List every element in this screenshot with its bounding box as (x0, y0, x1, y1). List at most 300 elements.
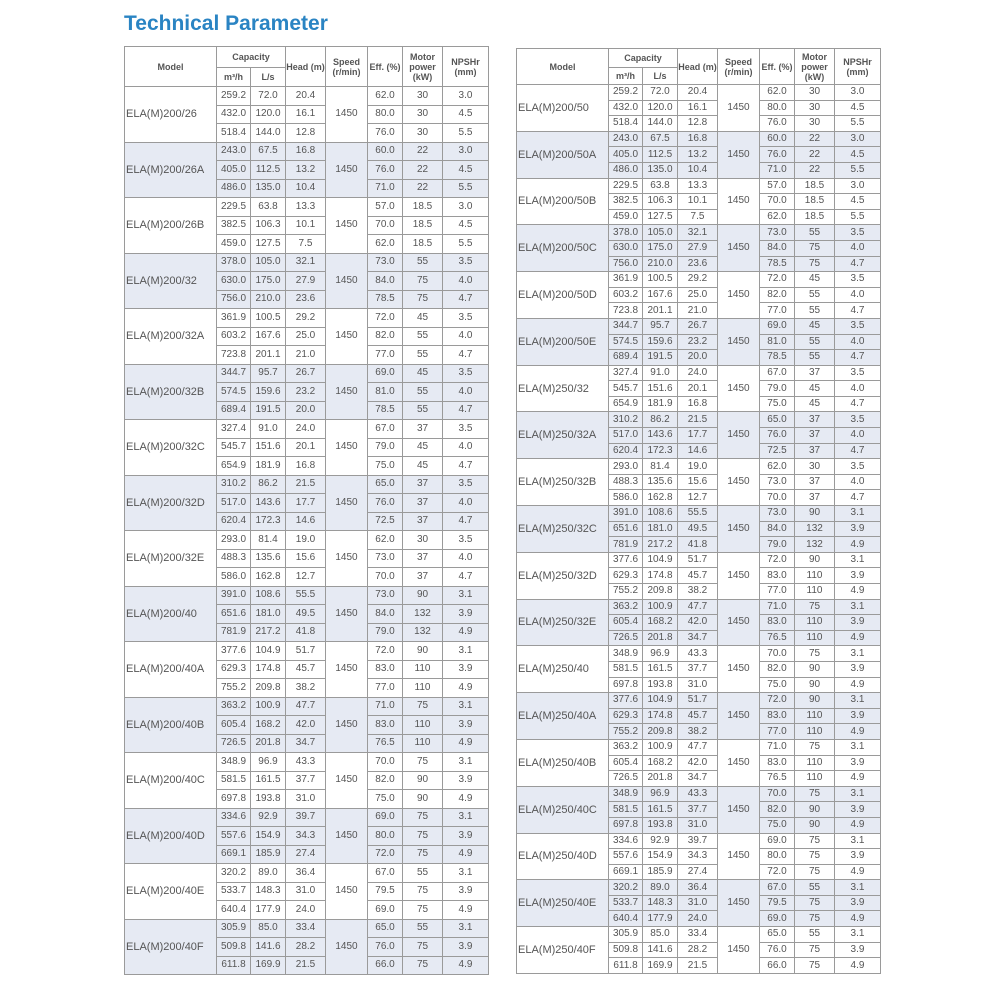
efficiency-cell: 77.0 (760, 303, 795, 319)
efficiency-cell: 69.0 (368, 808, 403, 827)
head-cell: 25.0 (286, 327, 326, 346)
head-cell: 34.7 (678, 630, 718, 646)
head-cell: 37.7 (286, 771, 326, 790)
efficiency-cell: 77.0 (368, 679, 403, 698)
col-header-motor-power: Motor power (kW) (795, 49, 835, 85)
npshr-cell: 3.9 (835, 708, 881, 724)
head-cell: 39.7 (286, 808, 326, 827)
flow-ls-cell: 91.0 (251, 420, 286, 439)
efficiency-cell: 57.0 (760, 178, 795, 194)
head-cell: 16.8 (286, 142, 326, 161)
speed-cell: 1450 (718, 833, 760, 880)
table-row (125, 586, 489, 605)
flow-m3h-cell: 432.0 (217, 105, 251, 124)
flow-m3h-cell: 377.6 (609, 693, 643, 709)
head-cell: 26.7 (286, 364, 326, 383)
flow-ls-cell: 209.8 (643, 584, 678, 600)
motor-power-cell: 55 (795, 927, 835, 943)
efficiency-cell: 72.5 (760, 443, 795, 459)
npshr-cell: 3.1 (835, 739, 881, 755)
flow-m3h-cell: 488.3 (609, 474, 643, 490)
flow-ls-cell: 96.9 (643, 786, 678, 802)
col-header-head: Head (m) (286, 47, 326, 87)
flow-m3h-cell: 486.0 (609, 162, 643, 178)
head-cell: 29.2 (286, 309, 326, 328)
head-cell: 47.7 (286, 697, 326, 716)
npshr-cell: 4.9 (835, 677, 881, 693)
flow-ls-cell: 104.9 (643, 552, 678, 568)
efficiency-cell: 79.5 (368, 882, 403, 901)
flow-m3h-cell: 697.8 (609, 677, 643, 693)
flow-m3h-cell: 654.9 (217, 457, 251, 476)
flow-m3h-cell: 533.7 (609, 895, 643, 911)
npshr-cell: 5.5 (835, 209, 881, 225)
motor-power-cell: 37 (403, 420, 443, 439)
flow-ls-cell: 193.8 (643, 677, 678, 693)
model-cell: ELA(M)200/50D (517, 272, 609, 319)
head-cell: 43.3 (678, 646, 718, 662)
flow-m3h-cell: 557.6 (217, 827, 251, 846)
flow-ls-cell: 201.1 (643, 303, 678, 319)
head-cell: 21.0 (678, 303, 718, 319)
head-cell: 31.0 (286, 790, 326, 809)
npshr-cell: 4.0 (835, 334, 881, 350)
npshr-cell: 3.9 (443, 771, 489, 790)
motor-power-cell: 75 (403, 697, 443, 716)
col-header-model: Model (517, 49, 609, 85)
head-cell: 12.7 (678, 490, 718, 506)
motor-power-cell: 37 (795, 412, 835, 428)
table-row (125, 808, 489, 827)
head-cell: 12.8 (286, 124, 326, 143)
efficiency-cell: 77.0 (760, 724, 795, 740)
efficiency-cell: 76.0 (368, 161, 403, 180)
npshr-cell: 3.1 (835, 786, 881, 802)
flow-ls-cell: 105.0 (251, 253, 286, 272)
head-cell: 19.0 (678, 459, 718, 475)
speed-cell: 1450 (326, 753, 368, 809)
npshr-cell: 4.0 (443, 383, 489, 402)
flow-ls-cell: 175.0 (643, 240, 678, 256)
motor-power-cell: 18.5 (403, 198, 443, 217)
efficiency-cell: 71.0 (368, 697, 403, 716)
speed-cell: 1450 (718, 646, 760, 693)
flow-m3h-cell: 459.0 (609, 209, 643, 225)
npshr-cell: 3.5 (835, 459, 881, 475)
head-cell: 21.5 (678, 958, 718, 974)
head-cell: 13.2 (678, 147, 718, 163)
head-cell: 32.1 (286, 253, 326, 272)
motor-power-cell: 18.5 (795, 194, 835, 210)
flow-m3h-cell: 726.5 (609, 630, 643, 646)
model-cell: ELA(M)200/26B (125, 198, 217, 254)
motor-power-cell: 37 (403, 568, 443, 587)
flow-m3h-cell: 629.3 (217, 660, 251, 679)
efficiency-cell: 70.0 (760, 194, 795, 210)
head-cell: 16.8 (678, 396, 718, 412)
flow-ls-cell: 168.2 (251, 716, 286, 735)
speed-cell: 1450 (326, 586, 368, 642)
motor-power-cell: 37 (403, 494, 443, 513)
motor-power-cell: 30 (403, 105, 443, 124)
efficiency-cell: 71.0 (760, 739, 795, 755)
efficiency-cell: 72.0 (760, 864, 795, 880)
head-cell: 12.7 (286, 568, 326, 587)
flow-ls-cell: 135.0 (251, 179, 286, 198)
head-cell: 37.7 (678, 802, 718, 818)
head-cell: 27.9 (678, 240, 718, 256)
flow-ls-cell: 104.9 (643, 693, 678, 709)
col-header-capacity: Capacity (609, 49, 678, 68)
head-cell: 45.7 (678, 568, 718, 584)
model-cell: ELA(M)200/40C (125, 753, 217, 809)
npshr-cell: 4.9 (443, 790, 489, 809)
head-cell: 33.4 (678, 927, 718, 943)
flow-ls-cell: 95.7 (643, 318, 678, 334)
head-cell: 20.4 (286, 87, 326, 106)
npshr-cell: 4.5 (835, 147, 881, 163)
efficiency-cell: 69.0 (760, 318, 795, 334)
head-cell: 34.3 (286, 827, 326, 846)
flow-ls-cell: 100.9 (643, 599, 678, 615)
motor-power-cell: 90 (795, 661, 835, 677)
npshr-cell: 5.5 (443, 235, 489, 254)
efficiency-cell: 73.0 (760, 474, 795, 490)
efficiency-cell: 62.0 (368, 531, 403, 550)
efficiency-cell: 82.0 (760, 802, 795, 818)
flow-m3h-cell: 574.5 (609, 334, 643, 350)
motor-power-cell: 18.5 (403, 216, 443, 235)
npshr-cell: 3.1 (443, 586, 489, 605)
motor-power-cell: 37 (795, 365, 835, 381)
npshr-cell: 3.5 (443, 253, 489, 272)
flow-ls-cell: 127.5 (643, 209, 678, 225)
flow-m3h-cell: 378.0 (609, 225, 643, 241)
motor-power-cell: 55 (403, 864, 443, 883)
col-header-m3h: m³/h (609, 68, 643, 85)
motor-power-cell: 110 (795, 755, 835, 771)
head-cell: 16.8 (678, 131, 718, 147)
efficiency-cell: 76.0 (760, 116, 795, 132)
flow-ls-cell: 172.3 (643, 443, 678, 459)
speed-cell: 1450 (718, 506, 760, 553)
motor-power-cell: 55 (795, 334, 835, 350)
model-cell: ELA(M)250/40C (517, 786, 609, 833)
flow-ls-cell: 85.0 (643, 927, 678, 943)
npshr-cell: 3.1 (443, 753, 489, 772)
speed-cell: 1450 (326, 87, 368, 143)
motor-power-cell: 75 (795, 895, 835, 911)
efficiency-cell: 79.0 (368, 438, 403, 457)
model-cell: ELA(M)200/32A (125, 309, 217, 365)
flow-m3h-cell: 581.5 (609, 802, 643, 818)
npshr-cell: 3.5 (835, 365, 881, 381)
flow-ls-cell: 112.5 (251, 161, 286, 180)
npshr-cell: 4.0 (443, 327, 489, 346)
npshr-cell: 4.0 (443, 549, 489, 568)
flow-m3h-cell: 629.3 (609, 568, 643, 584)
npshr-cell: 4.7 (835, 490, 881, 506)
flow-m3h-cell: 320.2 (609, 880, 643, 896)
npshr-cell: 3.9 (835, 895, 881, 911)
flow-m3h-cell: 320.2 (217, 864, 251, 883)
flow-ls-cell: 143.6 (251, 494, 286, 513)
speed-cell: 1450 (718, 552, 760, 599)
col-header-capacity: Capacity (217, 47, 286, 68)
head-cell: 10.1 (678, 194, 718, 210)
motor-power-cell: 110 (795, 615, 835, 631)
npshr-cell: 4.5 (443, 216, 489, 235)
npshr-cell: 4.5 (835, 100, 881, 116)
npshr-cell: 4.7 (443, 568, 489, 587)
efficiency-cell: 72.0 (760, 272, 795, 288)
npshr-cell: 3.5 (443, 309, 489, 328)
efficiency-cell: 65.0 (760, 412, 795, 428)
motor-power-cell: 45 (795, 396, 835, 412)
motor-power-cell: 55 (403, 919, 443, 938)
efficiency-cell: 79.5 (760, 895, 795, 911)
motor-power-cell: 90 (403, 642, 443, 661)
npshr-cell: 3.1 (835, 880, 881, 896)
head-cell: 31.0 (678, 817, 718, 833)
flow-m3h-cell: 517.0 (217, 494, 251, 513)
efficiency-cell: 83.0 (760, 755, 795, 771)
head-cell: 15.6 (678, 474, 718, 490)
head-cell: 41.8 (286, 623, 326, 642)
flow-m3h-cell: 361.9 (217, 309, 251, 328)
flow-ls-cell: 162.8 (251, 568, 286, 587)
table-row (517, 225, 881, 241)
flow-ls-cell: 72.0 (251, 87, 286, 106)
head-cell: 7.5 (286, 235, 326, 254)
flow-m3h-cell: 509.8 (609, 942, 643, 958)
flow-m3h-cell: 651.6 (609, 521, 643, 537)
motor-power-cell: 75 (795, 739, 835, 755)
flow-ls-cell: 85.0 (251, 919, 286, 938)
head-cell: 43.3 (286, 753, 326, 772)
model-cell: ELA(M)250/40B (517, 739, 609, 786)
flow-ls-cell: 89.0 (643, 880, 678, 896)
motor-power-cell: 110 (403, 660, 443, 679)
motor-power-cell: 75 (795, 864, 835, 880)
motor-power-cell: 55 (795, 287, 835, 303)
efficiency-cell: 79.0 (760, 381, 795, 397)
npshr-cell: 3.1 (443, 808, 489, 827)
efficiency-cell: 62.0 (760, 85, 795, 101)
efficiency-cell: 62.0 (760, 459, 795, 475)
model-cell: ELA(M)200/40 (125, 586, 217, 642)
npshr-cell: 4.9 (835, 864, 881, 880)
head-cell: 14.6 (678, 443, 718, 459)
flow-m3h-cell: 581.5 (609, 661, 643, 677)
table-row (517, 552, 881, 568)
motor-power-cell: 75 (403, 845, 443, 864)
head-cell: 31.0 (678, 677, 718, 693)
col-header-head: Head (m) (678, 49, 718, 85)
npshr-cell: 3.9 (443, 716, 489, 735)
motor-power-cell: 75 (795, 646, 835, 662)
efficiency-cell: 62.0 (368, 235, 403, 254)
npshr-cell: 4.7 (835, 396, 881, 412)
model-cell: ELA(M)250/32E (517, 599, 609, 646)
head-cell: 38.2 (678, 584, 718, 600)
flow-m3h-cell: 377.6 (609, 552, 643, 568)
npshr-cell: 5.5 (835, 162, 881, 178)
motor-power-cell: 110 (795, 771, 835, 787)
model-cell: ELA(M)200/50E (517, 318, 609, 365)
flow-ls-cell: 154.9 (251, 827, 286, 846)
flow-m3h-cell: 545.7 (217, 438, 251, 457)
table-row (125, 198, 489, 217)
flow-m3h-cell: 557.6 (609, 849, 643, 865)
flow-ls-cell: 135.6 (251, 549, 286, 568)
efficiency-cell: 82.0 (760, 287, 795, 303)
flow-ls-cell: 91.0 (643, 365, 678, 381)
col-header-npshr: NPSHr (mm) (443, 47, 489, 87)
motor-power-cell: 75 (795, 911, 835, 927)
npshr-cell: 3.0 (443, 142, 489, 161)
motor-power-cell: 37 (403, 549, 443, 568)
efficiency-cell: 80.0 (760, 849, 795, 865)
npshr-cell: 4.7 (443, 512, 489, 531)
table-row (517, 880, 881, 896)
head-cell: 27.4 (678, 864, 718, 880)
flow-m3h-cell: 391.0 (609, 506, 643, 522)
motor-power-cell: 30 (795, 459, 835, 475)
motor-power-cell: 90 (795, 817, 835, 833)
flow-ls-cell: 181.0 (643, 521, 678, 537)
head-cell: 37.7 (678, 661, 718, 677)
efficiency-cell: 83.0 (368, 716, 403, 735)
npshr-cell: 3.9 (443, 882, 489, 901)
head-cell: 28.2 (678, 942, 718, 958)
head-cell: 24.0 (286, 420, 326, 439)
flow-m3h-cell: 603.2 (609, 287, 643, 303)
flow-m3h-cell: 620.4 (217, 512, 251, 531)
flow-ls-cell: 174.8 (251, 660, 286, 679)
flow-m3h-cell: 726.5 (609, 771, 643, 787)
head-cell: 16.1 (286, 105, 326, 124)
motor-power-cell: 55 (403, 253, 443, 272)
flow-ls-cell: 193.8 (251, 790, 286, 809)
flow-m3h-cell: 517.0 (609, 428, 643, 444)
flow-ls-cell: 81.4 (251, 531, 286, 550)
speed-cell: 1450 (326, 531, 368, 587)
speed-cell: 1450 (718, 412, 760, 459)
model-cell: ELA(M)200/50C (517, 225, 609, 272)
npshr-cell: 4.0 (443, 272, 489, 291)
model-cell: ELA(M)250/32 (517, 365, 609, 412)
efficiency-cell: 70.0 (760, 490, 795, 506)
motor-power-cell: 75 (403, 956, 443, 975)
motor-power-cell: 30 (403, 124, 443, 143)
head-cell: 21.5 (286, 956, 326, 975)
efficiency-cell: 65.0 (368, 475, 403, 494)
model-cell: ELA(M)250/32C (517, 506, 609, 553)
col-header-speed: Speed (r/min) (718, 49, 760, 85)
head-cell: 20.1 (678, 381, 718, 397)
table-row (125, 697, 489, 716)
efficiency-cell: 83.0 (760, 568, 795, 584)
head-cell: 20.0 (678, 350, 718, 366)
flow-ls-cell: 209.8 (251, 679, 286, 698)
efficiency-cell: 84.0 (760, 521, 795, 537)
flow-ls-cell: 159.6 (643, 334, 678, 350)
model-cell: ELA(M)250/32D (517, 552, 609, 599)
efficiency-cell: 77.0 (760, 584, 795, 600)
npshr-cell: 3.9 (835, 849, 881, 865)
efficiency-cell: 76.0 (368, 124, 403, 143)
speed-cell: 1450 (326, 808, 368, 864)
motor-power-cell: 75 (795, 849, 835, 865)
motor-power-cell: 132 (795, 521, 835, 537)
npshr-cell: 4.9 (443, 901, 489, 920)
efficiency-cell: 81.0 (760, 334, 795, 350)
flow-m3h-cell: 305.9 (217, 919, 251, 938)
flow-m3h-cell: 327.4 (609, 365, 643, 381)
motor-power-cell: 30 (795, 85, 835, 101)
model-cell: ELA(M)200/40D (125, 808, 217, 864)
head-cell: 20.1 (286, 438, 326, 457)
motor-power-cell: 90 (403, 586, 443, 605)
efficiency-cell: 62.0 (368, 87, 403, 106)
flow-ls-cell: 100.5 (643, 272, 678, 288)
flow-m3h-cell: 327.4 (217, 420, 251, 439)
head-cell: 45.7 (286, 660, 326, 679)
model-cell: ELA(M)250/32A (517, 412, 609, 459)
motor-power-cell: 75 (403, 808, 443, 827)
col-header-motor-power: Motor power (kW) (403, 47, 443, 87)
npshr-cell: 3.5 (443, 364, 489, 383)
speed-cell: 1450 (326, 420, 368, 476)
efficiency-cell: 69.0 (368, 364, 403, 383)
flow-ls-cell: 63.8 (251, 198, 286, 217)
npshr-cell: 3.1 (443, 864, 489, 883)
flow-m3h-cell: 310.2 (217, 475, 251, 494)
npshr-cell: 3.9 (835, 661, 881, 677)
model-cell: ELA(M)200/32E (125, 531, 217, 587)
efficiency-cell: 76.5 (760, 771, 795, 787)
flow-ls-cell: 86.2 (251, 475, 286, 494)
npshr-cell: 3.5 (835, 412, 881, 428)
motor-power-cell: 30 (403, 87, 443, 106)
head-cell: 49.5 (678, 521, 718, 537)
flow-m3h-cell: 363.2 (609, 599, 643, 615)
head-cell: 10.4 (286, 179, 326, 198)
efficiency-cell: 84.0 (760, 240, 795, 256)
flow-m3h-cell: 611.8 (609, 958, 643, 974)
speed-cell: 1450 (718, 225, 760, 272)
npshr-cell: 4.7 (835, 303, 881, 319)
flow-m3h-cell: 229.5 (217, 198, 251, 217)
npshr-cell: 3.0 (835, 85, 881, 101)
npshr-cell: 3.0 (443, 198, 489, 217)
efficiency-cell: 67.0 (368, 420, 403, 439)
head-cell: 49.5 (286, 605, 326, 624)
motor-power-cell: 37 (795, 443, 835, 459)
flow-ls-cell: 185.9 (643, 864, 678, 880)
flow-ls-cell: 127.5 (251, 235, 286, 254)
motor-power-cell: 75 (795, 958, 835, 974)
npshr-cell: 4.7 (835, 443, 881, 459)
motor-power-cell: 18.5 (795, 178, 835, 194)
flow-m3h-cell: 533.7 (217, 882, 251, 901)
head-cell: 33.4 (286, 919, 326, 938)
npshr-cell: 3.5 (443, 420, 489, 439)
flow-ls-cell: 108.6 (643, 506, 678, 522)
flow-m3h-cell: 363.2 (217, 697, 251, 716)
model-cell: ELA(M)200/40F (125, 919, 217, 975)
